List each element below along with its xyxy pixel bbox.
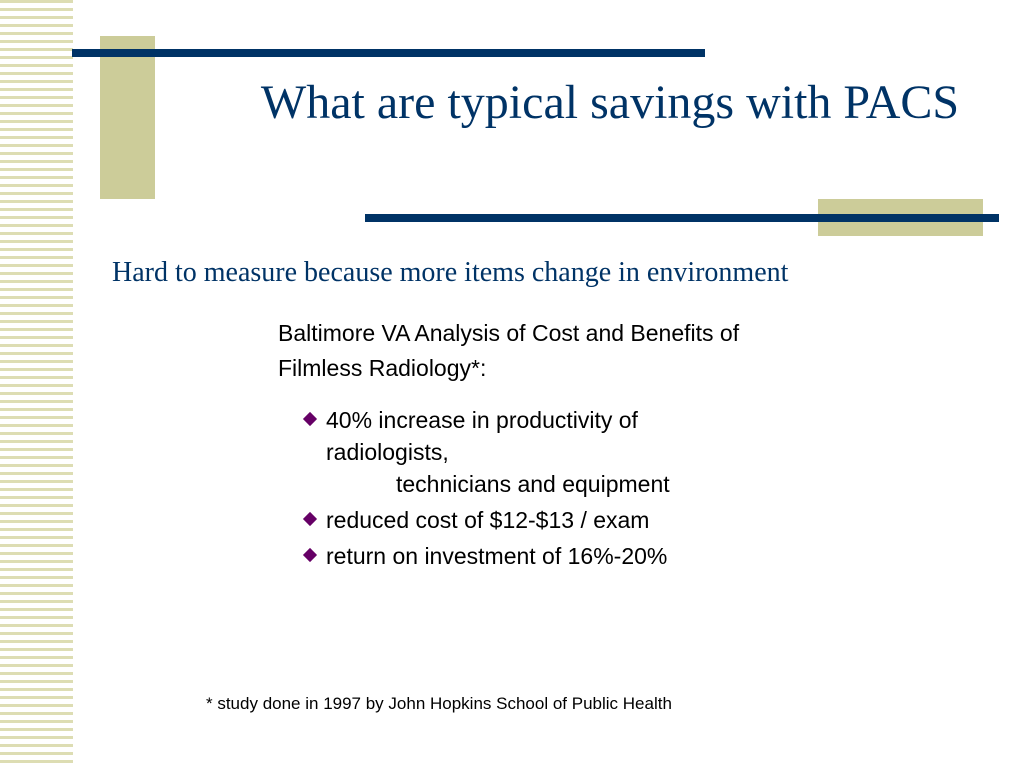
- analysis-heading-line-1: Baltimore VA Analysis of Cost and Benefits of: [278, 320, 740, 346]
- decorative-stripe-band: [0, 0, 73, 768]
- bullet-text: 40% increase in productivity of radiologists,: [326, 407, 638, 465]
- decorative-navy-rule-bottom: [365, 214, 999, 222]
- slide-subtitle: Hard to measure because more items change in environment: [112, 257, 789, 288]
- bullet-item-productivity: [302, 404, 762, 500]
- decorative-tan-block-top: [100, 36, 155, 199]
- diamond-bullet-icon: [303, 412, 317, 426]
- bullet-text-continuation: technicians and equipment: [396, 471, 670, 497]
- diamond-bullet-icon: [303, 548, 317, 562]
- bullet-text: reduced cost of $12-$13 / exam: [326, 507, 650, 533]
- bullet-item-roi: [302, 540, 762, 572]
- diamond-bullet-icon: [303, 512, 317, 526]
- footnote: * study done in 1997 by John Hopkins School of Public Health: [206, 694, 672, 713]
- decorative-navy-rule-top: [72, 49, 705, 57]
- bullet-list: [302, 404, 762, 576]
- bullet-text: return on investment of 16%-20%: [326, 543, 668, 569]
- slide-title: What are typical savings with PACS: [260, 76, 960, 129]
- analysis-heading: [278, 316, 878, 386]
- analysis-heading-line-2: Filmless Radiology*:: [278, 355, 487, 381]
- bullet-item-cost: [302, 504, 762, 536]
